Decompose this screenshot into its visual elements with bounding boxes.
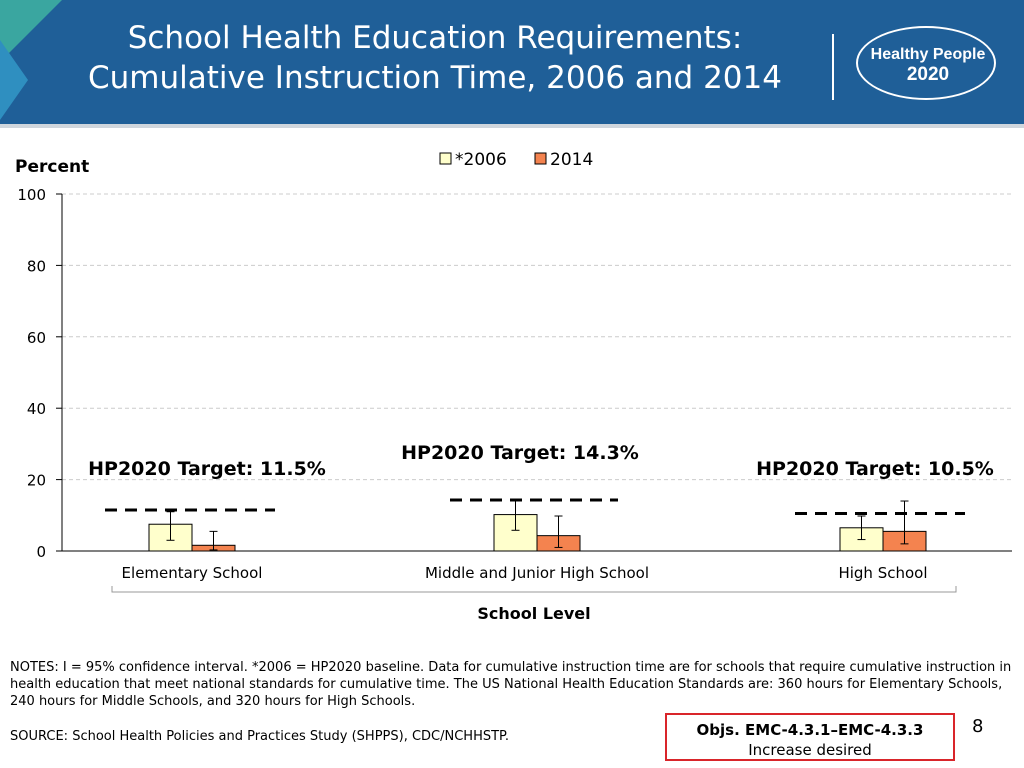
x-tick-label: Elementary School: [121, 564, 263, 582]
y-tick-label: 60: [26, 328, 46, 347]
objectives-label: Objs. EMC-4.3.1–EMC-4.3.3: [696, 721, 924, 739]
objectives-box: [665, 713, 955, 761]
bar-chart: [0, 130, 1024, 630]
x-tick-label: High School: [838, 564, 928, 582]
logo-text: Healthy People: [870, 46, 986, 63]
title-divider: [832, 34, 834, 100]
header-rule: [0, 124, 1024, 128]
title-line-1: School Health Education Requirements:: [127, 20, 743, 56]
objectives-note: Increase desired: [748, 741, 872, 759]
y-tick-label: 0: [36, 543, 46, 561]
target-label: HP2020 Target: 14.3%: [401, 442, 639, 464]
target-label: HP2020 Target: 10.5%: [756, 458, 994, 480]
x-tick-label: Middle and Junior High School: [424, 564, 650, 582]
header-banner: [0, 0, 1024, 124]
title-line-2: Cumulative Instruction Time, 2006 and 2014: [88, 60, 782, 96]
page-number: 8: [972, 716, 984, 737]
healthy-people-logo: [856, 26, 996, 100]
x-axis-label: School Level: [477, 604, 591, 623]
legend-swatch-2014: [535, 153, 546, 164]
x-axis-bracket: [112, 586, 956, 592]
y-tick-label: 100: [17, 186, 46, 204]
notes-paragraph: NOTES: I = 95% confidence interval. *2006 = HP2020 baseline. Data for cumulative instruction time are for schools that require cumulative instruction in health education that meet national standards for cumulative time. The US National Health Education Standards are: 360 hours for Elementary Schools, 240 hours for Middle Schools, and 320 hours for High Schools.: [10, 660, 1012, 709]
decorative-triangle: [0, 40, 28, 120]
logo-year: 2020: [906, 64, 950, 85]
legend-swatch-2006: [440, 153, 451, 164]
notes-text: [10, 659, 1014, 710]
y-axis-label: Percent: [15, 157, 90, 177]
source-text: SOURCE: School Health Policies and Practices Study (SHPPS), CDC/NCHHSTP.: [10, 729, 510, 744]
page-title: [40, 18, 830, 98]
y-tick-label: 40: [26, 400, 46, 419]
y-tick-label: 20: [26, 471, 46, 490]
legend-label: 2014: [550, 150, 594, 170]
target-label: HP2020 Target: 11.5%: [88, 458, 326, 480]
legend-label: *2006: [455, 150, 507, 170]
y-tick-label: 80: [26, 257, 46, 276]
